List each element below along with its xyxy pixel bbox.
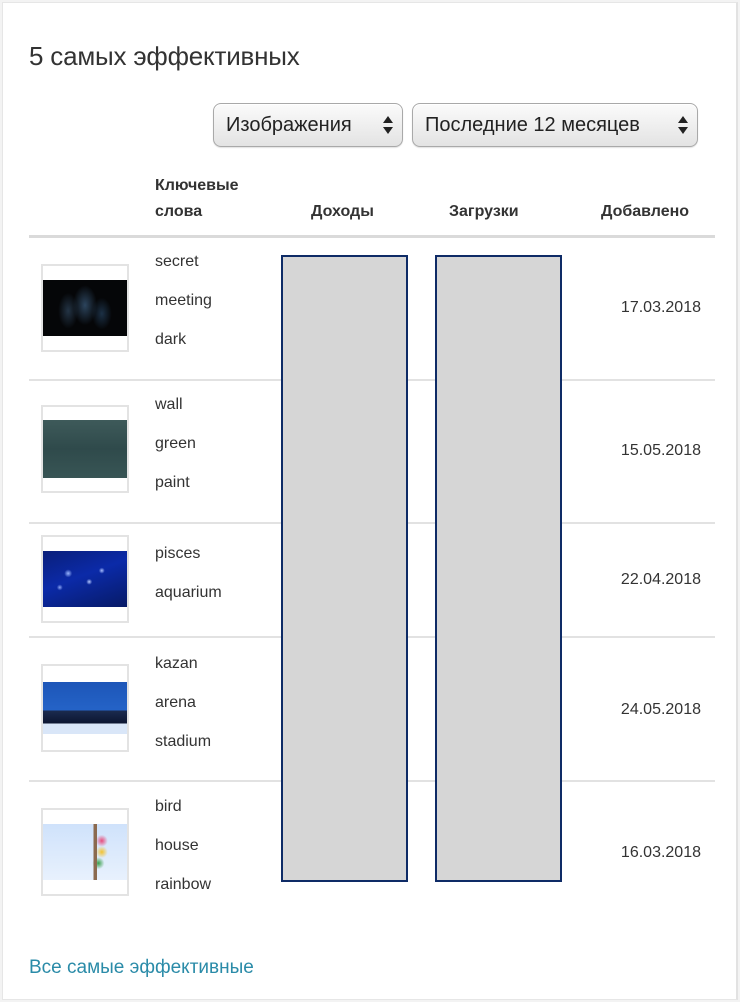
content-type-select[interactable] xyxy=(213,103,403,147)
all-top-performers-link[interactable]: Все самые эффективные xyxy=(29,957,254,978)
column-header-income: Доходы xyxy=(311,203,374,220)
keyword: meeting xyxy=(155,292,212,309)
added-date: 17.03.2018 xyxy=(620,299,701,316)
added-date: 24.05.2018 xyxy=(620,701,701,718)
keyword: arena xyxy=(155,694,196,711)
keyword: kazan xyxy=(155,655,198,672)
keyword-list xyxy=(155,544,222,622)
keyword: aquarium xyxy=(155,584,222,601)
birdhouse-photo xyxy=(43,824,127,880)
keyword: green xyxy=(155,435,196,452)
green-wall-photo xyxy=(43,420,127,478)
keyword: dark xyxy=(155,331,187,348)
added-date: 16.03.2018 xyxy=(620,844,701,861)
added-date: 15.05.2018 xyxy=(620,442,701,459)
column-header-added: Добавлено xyxy=(601,203,690,220)
keyword: wall xyxy=(155,396,183,413)
column-header-keywords: Ключевые слова xyxy=(155,177,239,220)
downloads-column-redaction xyxy=(435,255,562,882)
keyword: bird xyxy=(155,798,182,815)
image-thumbnail[interactable] xyxy=(41,264,129,352)
keyword-list xyxy=(155,797,211,914)
select-arrows-icon xyxy=(678,114,688,136)
image-thumbnail[interactable] xyxy=(41,535,129,623)
stadium-photo xyxy=(43,682,127,734)
added-date: 22.04.2018 xyxy=(620,571,701,588)
widget-title: 5 самых эффективных xyxy=(29,41,300,71)
keyword: house xyxy=(155,837,199,854)
keyword: pisces xyxy=(155,545,201,562)
period-select[interactable] xyxy=(412,103,698,147)
keyword: paint xyxy=(155,474,190,491)
income-column-redaction xyxy=(281,255,408,882)
image-thumbnail[interactable] xyxy=(41,808,129,896)
column-header-downloads: Загрузки xyxy=(449,203,519,220)
keyword: stadium xyxy=(155,733,212,750)
content-type-select-value: Изображения xyxy=(226,113,352,136)
keyword-list xyxy=(155,395,196,512)
dark-forest-photo xyxy=(43,280,127,336)
keyword: rainbow xyxy=(155,876,212,893)
period-select-value: Последние 12 месяцев xyxy=(425,113,640,136)
select-arrows-icon xyxy=(383,114,393,136)
image-thumbnail[interactable] xyxy=(41,405,129,493)
keyword: secret xyxy=(155,253,199,270)
keyword-list xyxy=(155,654,211,771)
aquarium-photo xyxy=(43,551,127,607)
image-thumbnail[interactable] xyxy=(41,664,129,752)
top-performers-widget xyxy=(2,2,738,1000)
keyword-list xyxy=(155,252,212,369)
